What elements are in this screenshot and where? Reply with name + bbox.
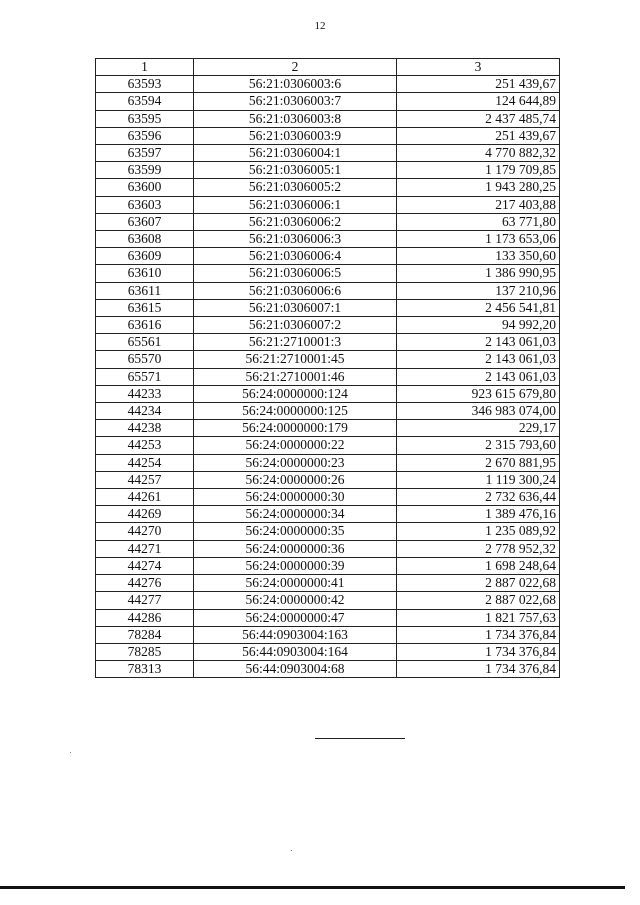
row-number-cell: 63610 [96, 265, 194, 282]
row-number-cell: 78285 [96, 643, 194, 660]
cadastral-number-cell: 56:24:0000000:179 [194, 420, 397, 437]
row-number-cell: 44277 [96, 592, 194, 609]
cadastral-value-cell: 63 771,80 [397, 213, 560, 230]
cadastral-value-cell: 124 644,89 [397, 93, 560, 110]
table-row [96, 420, 560, 437]
column-header-3: 3 [397, 59, 560, 76]
table-row [96, 557, 560, 574]
row-number-cell: 63594 [96, 93, 194, 110]
row-number-cell: 63599 [96, 162, 194, 179]
cadastral-value-cell: 2 456 541,81 [397, 299, 560, 316]
row-number-cell: 63609 [96, 248, 194, 265]
cadastral-number-cell: 56:24:0000000:41 [194, 575, 397, 592]
cadastral-number-cell: 56:21:0306004:1 [194, 145, 397, 162]
row-number-cell: 63595 [96, 110, 194, 127]
row-number-cell: 44234 [96, 403, 194, 420]
row-number-cell: 44286 [96, 609, 194, 626]
cadastral-number-cell: 56:24:0000000:36 [194, 540, 397, 557]
table-row [96, 609, 560, 626]
row-number-cell: 44253 [96, 437, 194, 454]
table-row [96, 454, 560, 471]
cadastral-value-cell: 923 615 679,80 [397, 385, 560, 402]
cadastral-value-cell: 2 887 022,68 [397, 592, 560, 609]
table-header-row [96, 59, 560, 76]
row-number-cell: 65561 [96, 334, 194, 351]
cadastral-value-cell: 2 315 793,60 [397, 437, 560, 454]
cadastral-number-cell: 56:21:0306006:5 [194, 265, 397, 282]
table-row [96, 213, 560, 230]
cadastral-value-cell: 1 821 757,63 [397, 609, 560, 626]
cadastral-number-cell: 56:21:0306005:2 [194, 179, 397, 196]
table-row [96, 231, 560, 248]
row-number-cell: 65571 [96, 368, 194, 385]
table-row [96, 110, 560, 127]
cadastral-number-cell: 56:24:0000000:125 [194, 403, 397, 420]
row-number-cell: 44238 [96, 420, 194, 437]
table-row [96, 368, 560, 385]
table-row [96, 76, 560, 93]
cadastral-number-cell: 56:21:0306006:3 [194, 231, 397, 248]
row-number-cell: 44271 [96, 540, 194, 557]
row-number-cell: 44261 [96, 489, 194, 506]
closing-line [315, 738, 405, 739]
footer-rule [0, 886, 625, 889]
table-row [96, 437, 560, 454]
cadastral-number-cell: 56:44:0903004:163 [194, 626, 397, 643]
row-number-cell: 63611 [96, 282, 194, 299]
cadastral-value-cell: 1 119 300,24 [397, 471, 560, 488]
cadastral-value-cell: 251 439,67 [397, 127, 560, 144]
table-row [96, 351, 560, 368]
cadastral-value-cell: 133 350,60 [397, 248, 560, 265]
table-row [96, 145, 560, 162]
table-row [96, 282, 560, 299]
cadastral-number-cell: 56:21:0306006:1 [194, 196, 397, 213]
row-number-cell: 63607 [96, 213, 194, 230]
table-row [96, 317, 560, 334]
cadastral-value-cell: 2 887 022,68 [397, 575, 560, 592]
page-number: 12 [314, 20, 326, 32]
cadastral-value-cell: 346 983 074,00 [397, 403, 560, 420]
cadastral-number-cell: 56:24:0000000:47 [194, 609, 397, 626]
cadastral-value-cell: 1 734 376,84 [397, 661, 560, 678]
cadastral-value-table [95, 58, 560, 678]
cadastral-value-cell: 137 210,96 [397, 282, 560, 299]
cadastral-value-cell: 1 943 280,25 [397, 179, 560, 196]
row-number-cell: 63616 [96, 317, 194, 334]
cadastral-number-cell: 56:24:0000000:26 [194, 471, 397, 488]
cadastral-value-cell: 1 698 248,64 [397, 557, 560, 574]
cadastral-value-cell: 1 389 476,16 [397, 506, 560, 523]
table-row [96, 592, 560, 609]
cadastral-number-cell: 56:21:0306003:8 [194, 110, 397, 127]
table-row [96, 93, 560, 110]
cadastral-value-cell: 1 734 376,84 [397, 626, 560, 643]
cadastral-value-cell: 251 439,67 [397, 76, 560, 93]
table-row [96, 265, 560, 282]
table-row [96, 385, 560, 402]
row-number-cell: 63597 [96, 145, 194, 162]
row-number-cell: 63603 [96, 196, 194, 213]
row-number-cell: 63600 [96, 179, 194, 196]
cadastral-number-cell: 56:21:0306003:7 [194, 93, 397, 110]
cadastral-number-cell: 56:24:0000000:42 [194, 592, 397, 609]
table-row [96, 334, 560, 351]
cadastral-value-cell: 229,17 [397, 420, 560, 437]
cadastral-number-cell: 56:24:0000000:22 [194, 437, 397, 454]
cadastral-value-cell: 2 437 485,74 [397, 110, 560, 127]
cadastral-number-cell: 56:21:0306006:4 [194, 248, 397, 265]
cadastral-number-cell: 56:21:2710001:46 [194, 368, 397, 385]
cadastral-value-cell: 217 403,88 [397, 196, 560, 213]
cadastral-value-cell: 1 179 709,85 [397, 162, 560, 179]
cadastral-value-cell: 2 143 061,03 [397, 351, 560, 368]
table-row [96, 523, 560, 540]
table-row [96, 299, 560, 316]
cadastral-number-cell: 56:21:0306003:9 [194, 127, 397, 144]
cadastral-number-cell: 56:24:0000000:30 [194, 489, 397, 506]
table-row [96, 127, 560, 144]
table-row [96, 661, 560, 678]
row-number-cell: 44276 [96, 575, 194, 592]
cadastral-number-cell: 56:24:0000000:34 [194, 506, 397, 523]
row-number-cell: 44270 [96, 523, 194, 540]
cadastral-value-cell: 2 670 881,95 [397, 454, 560, 471]
cadastral-value-cell: 2 143 061,03 [397, 334, 560, 351]
cadastral-value-cell: 4 770 882,32 [397, 145, 560, 162]
cadastral-number-cell: 56:21:2710001:45 [194, 351, 397, 368]
table-row [96, 540, 560, 557]
table-row [96, 506, 560, 523]
cadastral-number-cell: 56:21:0306006:2 [194, 213, 397, 230]
cadastral-value-cell: 1 734 376,84 [397, 643, 560, 660]
cadastral-value-cell: 2 778 952,32 [397, 540, 560, 557]
row-number-cell: 63596 [96, 127, 194, 144]
cadastral-value-cell: 1 386 990,95 [397, 265, 560, 282]
row-number-cell: 78313 [96, 661, 194, 678]
cadastral-number-cell: 56:21:0306006:6 [194, 282, 397, 299]
table-row [96, 489, 560, 506]
table-row [96, 179, 560, 196]
row-number-cell: 63593 [96, 76, 194, 93]
table-row [96, 196, 560, 213]
column-header-1: 1 [96, 59, 194, 76]
table-row [96, 643, 560, 660]
cadastral-value-cell: 1 235 089,92 [397, 523, 560, 540]
cadastral-number-cell: 56:24:0000000:39 [194, 557, 397, 574]
column-header-2: 2 [194, 59, 397, 76]
row-number-cell: 65570 [96, 351, 194, 368]
table-row [96, 403, 560, 420]
scan-speck [70, 752, 71, 753]
cadastral-number-cell: 56:24:0000000:23 [194, 454, 397, 471]
cadastral-value-cell: 2 143 061,03 [397, 368, 560, 385]
cadastral-number-cell: 56:21:2710001:3 [194, 334, 397, 351]
row-number-cell: 44269 [96, 506, 194, 523]
row-number-cell: 63608 [96, 231, 194, 248]
row-number-cell: 44254 [96, 454, 194, 471]
table-row [96, 162, 560, 179]
row-number-cell: 78284 [96, 626, 194, 643]
cadastral-value-cell: 94 992,20 [397, 317, 560, 334]
table-row [96, 626, 560, 643]
table-row [96, 471, 560, 488]
row-number-cell: 63615 [96, 299, 194, 316]
cadastral-number-cell: 56:24:0000000:35 [194, 523, 397, 540]
cadastral-number-cell: 56:21:0306005:1 [194, 162, 397, 179]
cadastral-number-cell: 56:44:0903004:68 [194, 661, 397, 678]
table-row [96, 575, 560, 592]
row-number-cell: 44257 [96, 471, 194, 488]
table-body [96, 76, 560, 678]
cadastral-value-cell: 2 732 636,44 [397, 489, 560, 506]
row-number-cell: 44233 [96, 385, 194, 402]
cadastral-number-cell: 56:44:0903004:164 [194, 643, 397, 660]
cadastral-number-cell: 56:21:0306007:1 [194, 299, 397, 316]
cadastral-value-cell: 1 173 653,06 [397, 231, 560, 248]
cadastral-number-cell: 56:21:0306007:2 [194, 317, 397, 334]
table-row [96, 248, 560, 265]
cadastral-number-cell: 56:24:0000000:124 [194, 385, 397, 402]
row-number-cell: 44274 [96, 557, 194, 574]
scan-speck [291, 850, 292, 851]
cadastral-number-cell: 56:21:0306003:6 [194, 76, 397, 93]
